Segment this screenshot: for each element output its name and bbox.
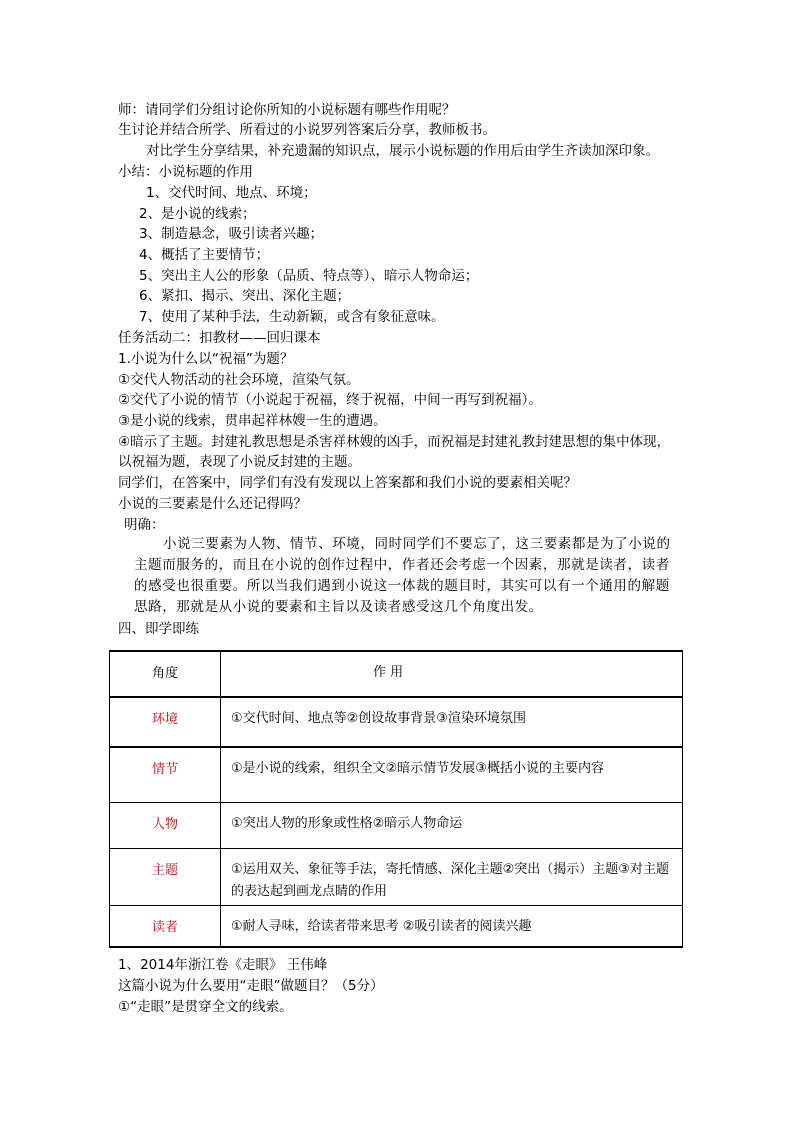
answer-point-4: ④暗示了主题。封建礼教思想是杀害祥林嫂的凶手，而祝福是封建礼教封建思想的集中体现，: [118, 434, 671, 450]
table-row: [110, 906, 683, 948]
table-row: [110, 803, 683, 849]
exercise-source: 1、2014年浙江卷《走眼》 王伟峰: [118, 957, 328, 973]
summary-item-2: 2、是小说的线索；: [139, 206, 256, 222]
three-elements-question: 小说的三要素是什么还记得吗？: [118, 496, 307, 512]
header-angle-cell: [110, 651, 221, 697]
effect-theme: ①运用双关、象征等手法，寄托情感、深化主题②突出（揭示）主题③对主题的表达起到画龙点睛的作用: [231, 862, 669, 899]
elements-question: 同学们，在答案中，同学们有没有发现以上答案都和我们小说的要素相关呢？: [118, 475, 577, 491]
teacher-question: 师：请同学们分组讨论你所知的小说标题有哪些作用呢？: [118, 102, 456, 118]
table-header-row: [110, 651, 683, 697]
table-row: [110, 697, 683, 747]
clarify-label: 明确：: [124, 517, 165, 533]
clarify-paragraph: 小说三要素为人物、情节、环境，同时同学们不要忘了，这三要素都是为了小说的主题而服务的，而且在小说的创作过程中，作者还会考虑一个因素，那就是读者，读者的感受也很重要。所以当我们遇到小说这一体裁的题目时，其实可以有一个通用的解题思路，那就是从小说的要素和主旨以及读者感受这几个角度出发。: [134, 536, 671, 615]
answer-point-3: ③是小说的线索，贯串起祥林嫂一生的遭遇。: [118, 413, 387, 429]
summary-item-6: 6、紧扣、揭示、突出、深化主题；: [139, 288, 351, 304]
angle-character: 人物: [151, 817, 178, 832]
summary-item-3: 3、制造悬念，吸引读者兴趣；: [139, 226, 324, 242]
answer-point-2: ②交代了小说的情节（小说起于祝福，终于祝福，中间一再写到祝福）。: [118, 392, 542, 408]
summary-item-5: 5、突出主人公的形象（品质、特点等）、暗示人物命运；: [139, 268, 479, 284]
section-four-heading: 四、即学即练: [118, 621, 199, 637]
effect-reader: ①耐人寻味，给读者带来思考 ②吸引读者的阅读兴趣: [231, 919, 532, 934]
angle-environment: 环境: [151, 712, 178, 727]
exercise-answer-1: ①“走眼”是贯穿全文的线索。: [118, 999, 293, 1015]
angle-reader: 读者: [151, 920, 178, 935]
summary-item-1: 1、交代时间、地点、环境；: [146, 185, 317, 201]
question-1: 1.小说为什么以“祝福”为题？: [118, 351, 294, 367]
task-activity-heading: 任务活动二：扣教材——回归课本: [118, 330, 321, 346]
supplement-note: 对比学生分享结果，补充遗漏的知识点，展示小说标题的作用后由学生齐读加深印象。: [146, 143, 659, 159]
summary-heading: 小结：小说标题的作用: [118, 164, 253, 180]
table-row: [110, 849, 683, 906]
header-effect-cell: [221, 651, 683, 697]
summary-item-4: 4、概括了主要情节；: [139, 247, 270, 263]
effect-environment: ①交代时间、地点等②创设故事背景③渲染环境氛围: [231, 711, 526, 726]
effect-character: ①突出人物的形象或性格②暗示人物命运: [231, 816, 463, 831]
angle-plot: 情节: [151, 762, 178, 777]
angle-effect-table: [109, 650, 683, 948]
angle-theme: 主题: [151, 863, 178, 878]
answer-point-4-cont: 以祝福为题，表现了小说反封建的主题。: [118, 454, 361, 470]
table-row: [110, 747, 683, 803]
header-effect: 作 用: [373, 665, 404, 680]
exercise-question: 这篇小说为什么要用“走眼”做题目？（5分）: [118, 978, 384, 994]
summary-item-7: 7、使用了某种手法，生动新颖，或含有象征意味。: [139, 309, 445, 325]
header-angle: 角度: [151, 666, 178, 681]
student-discussion: 生讨论并结合所学、所看过的小说罗列答案后分享，教师板书。: [118, 122, 496, 138]
answer-point-1: ①交代人物活动的社会环境，渲染气氛。: [118, 372, 360, 388]
effect-plot: ①是小说的线索，组织全文②暗示情节发展③概括小说的主要内容: [231, 761, 604, 776]
